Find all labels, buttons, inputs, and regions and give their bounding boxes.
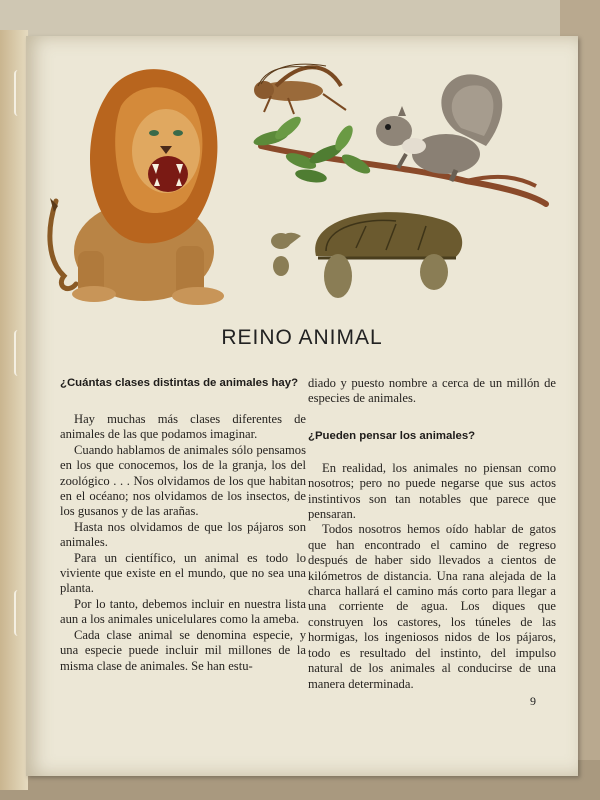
paragraph: Hay muchas más clases diferentes de animales de las que podamos imaginar. [60, 412, 306, 442]
paragraph: Hasta nos olvidamos de que los pájaros son animales. [60, 519, 306, 550]
paragraph: Todos nosotros hemos oído hablar de gatos que han encontrado el camino de regreso después de haber sido llevados a cientos de kilómetros de distancia. Una rana alejada de la charca hallará el camino más corto para llegar a una corriente de agua. Los diques que construyen los castores, los túneles de las hormigas, los ingeniosos nidos de los pájaros, todo es resultado del instinto, del impulso natural de los animales al conducirse de una manera determinada. [308, 522, 556, 691]
grasshopper-illustration [254, 64, 346, 114]
tortoise-illustration [271, 212, 462, 298]
right-column [308, 376, 556, 692]
paragraph: En realidad, los animales no piensan como nosotros; pero no puede negarse que sus actos instintivos son tan notables que parece que pensaran. [308, 460, 556, 522]
page-title: REINO ANIMAL [221, 326, 383, 349]
animal-illustrations [26, 36, 578, 316]
book-page [26, 36, 578, 776]
paragraph: Cuando hablamos de animales sólo pensamos en los que conocemos, los de la granja, los del zoológico . . . Nos olvidamos de los que habitan en el océano; nos olvidamos de los insectos, de los gusanos y de las arañas. [60, 442, 306, 519]
section-heading: ¿Pueden pensar los animales? [308, 429, 476, 442]
paragraph: Por lo tanto, debemos incluir en nuestra lista aun a los animales unicelulares como la ameba. [60, 596, 306, 627]
lion-illustration [50, 69, 224, 305]
left-page-edge [0, 30, 28, 790]
section-heading: ¿Cuántas clases distintas de animales hay? [60, 377, 299, 389]
left-column [60, 376, 306, 674]
paragraph: Cada clase animal se denomina especie, y una especie puede incluir mil millones de la misma clase de animales. Se han estu- [60, 627, 306, 673]
paragraph: Para un científico, un animal es todo lo viviente que existe en el mundo, que no sea una planta. [60, 550, 306, 596]
paragraph-continuation: diado y puesto nombre a cerca de un millón de especies de animales. [308, 376, 556, 406]
page-number: 9 [530, 694, 536, 708]
